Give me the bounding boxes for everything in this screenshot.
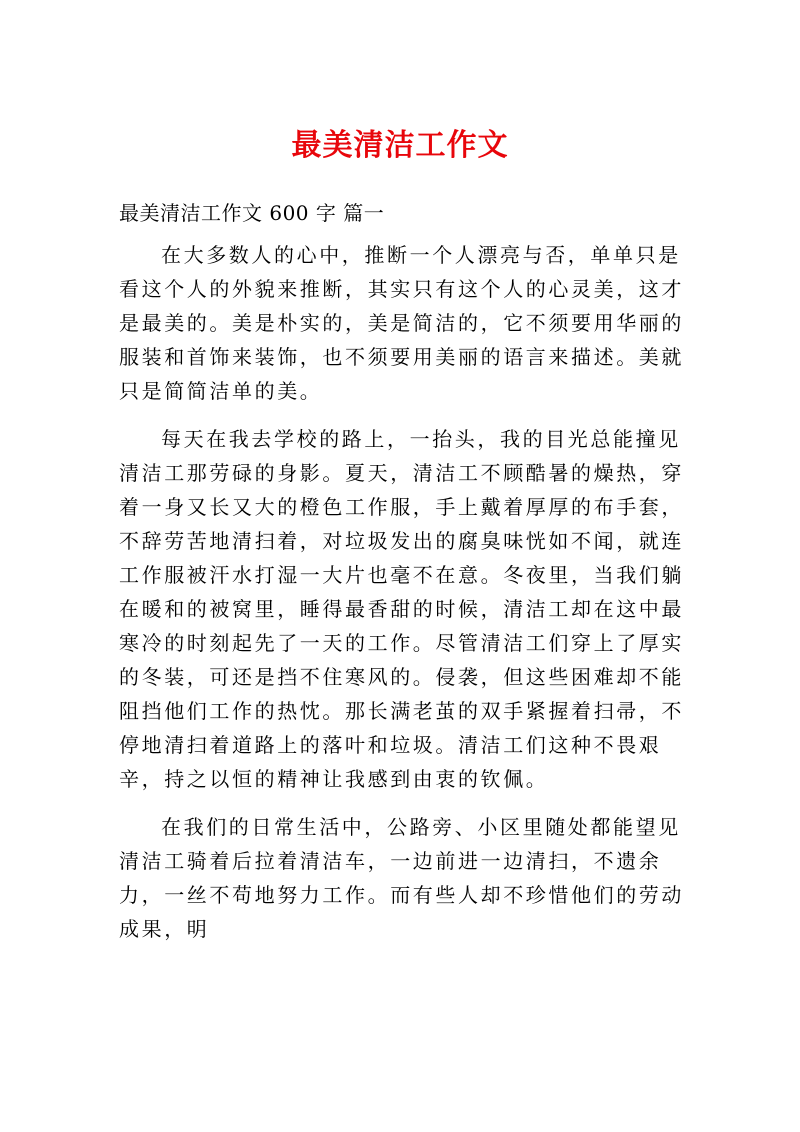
paragraph-3: 在我们的日常生活中，公路旁、小区里随处都能望见清洁工骑着后拉着清洁车，一边前进一边清扫，不遗余力，一丝不苟地努力工作。而有些人却不珍惜他们的劳动成果，明 — [119, 815, 684, 941]
document-subtitle: 最美清洁工作文 600 字 篇一 — [119, 201, 385, 225]
document-body — [119, 238, 684, 960]
paragraph-2: 每天在我去学校的路上，一抬头，我的目光总能撞见清洁工那劳碌的身影。夏天，清洁工不顾酷暑的燥热，穿着一身又长又大的橙色工作服，手上戴着厚厚的布手套，不辞劳苦地清扫着，对垃圾发出的腐臭味恍如不闻，就连工作服被汗水打湿一大片也毫不在意。冬夜里，当我们躺在暖和的被窝里，睡得最香甜的时候，清洁工却在这中最寒冷的时刻起先了一天的工作。尽管清洁工们穿上了厚实的冬装，可还是挡不住寒风的。侵袭，但这些困难却不能阻挡他们工作的热忱。那长满老茧的双手紧握着扫帚，不停地清扫着道路上的落叶和垃圾。清洁工们这种不畏艰辛，持之以恒的精神让我感到由衷的钦佩。 — [119, 427, 684, 791]
paragraph-1: 在大多数人的心中，推断一个人漂亮与否，单单只是看这个人的外貌来推断，其实只有这个人的心灵美，这才是最美的。美是朴实的，美是简洁的，它不须要用华丽的服装和首饰来装饰，也不须要用美丽的语言来描述。美就只是简简洁单的美。 — [119, 243, 684, 403]
document-title: 最美清洁工作文 — [291, 128, 509, 163]
